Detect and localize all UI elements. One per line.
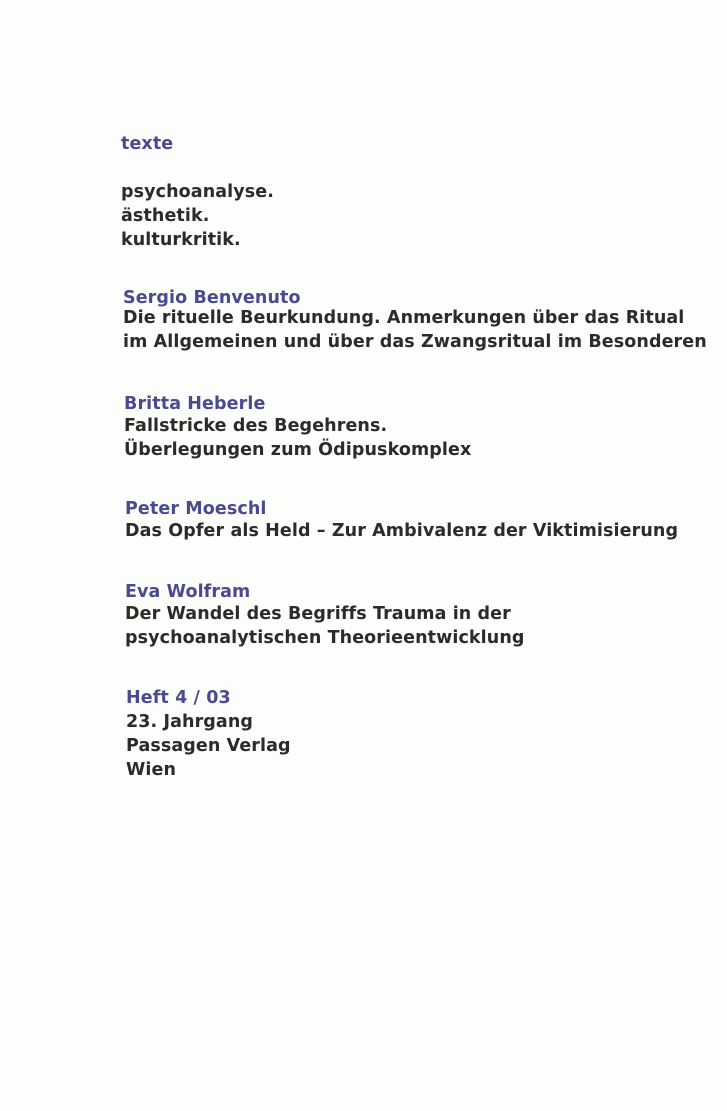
issue-volume: 23. Jahrgang [126,712,254,732]
article-title-line: Der Wandel des Begriffs Trauma in der [125,604,511,624]
article-author: Sergio Benvenuto [123,288,301,308]
article-title-line: Fallstricke des Begehrens. [124,416,388,436]
article-author: Eva Wolfram [125,582,251,602]
article-title-line: im Allgemeinen und über das Zwangsritual im Besonderen [123,332,707,352]
subtitle-line: psychoanalyse. [121,182,275,202]
issue-city: Wien [126,760,177,780]
series-label: texte [121,134,174,154]
issue-publisher: Passagen Verlag [126,736,291,756]
article-author: Britta Heberle [124,394,266,414]
subtitle-line: ästhetik. [121,206,210,226]
article-title-line: Überlegungen zum Ödipuskomplex [124,440,472,460]
article-title-line: Das Opfer als Held – Zur Ambivalenz der Viktimisierung [125,521,679,541]
issue-number: Heft 4 / 03 [126,688,231,708]
article-title-line: psychoanalytischen Theorieentwicklung [125,628,525,648]
article-title-line: Die rituelle Beurkundung. Anmerkungen über das Ritual [123,308,685,328]
subtitle-line: kulturkritik. [121,230,241,250]
article-author: Peter Moeschl [125,499,267,519]
